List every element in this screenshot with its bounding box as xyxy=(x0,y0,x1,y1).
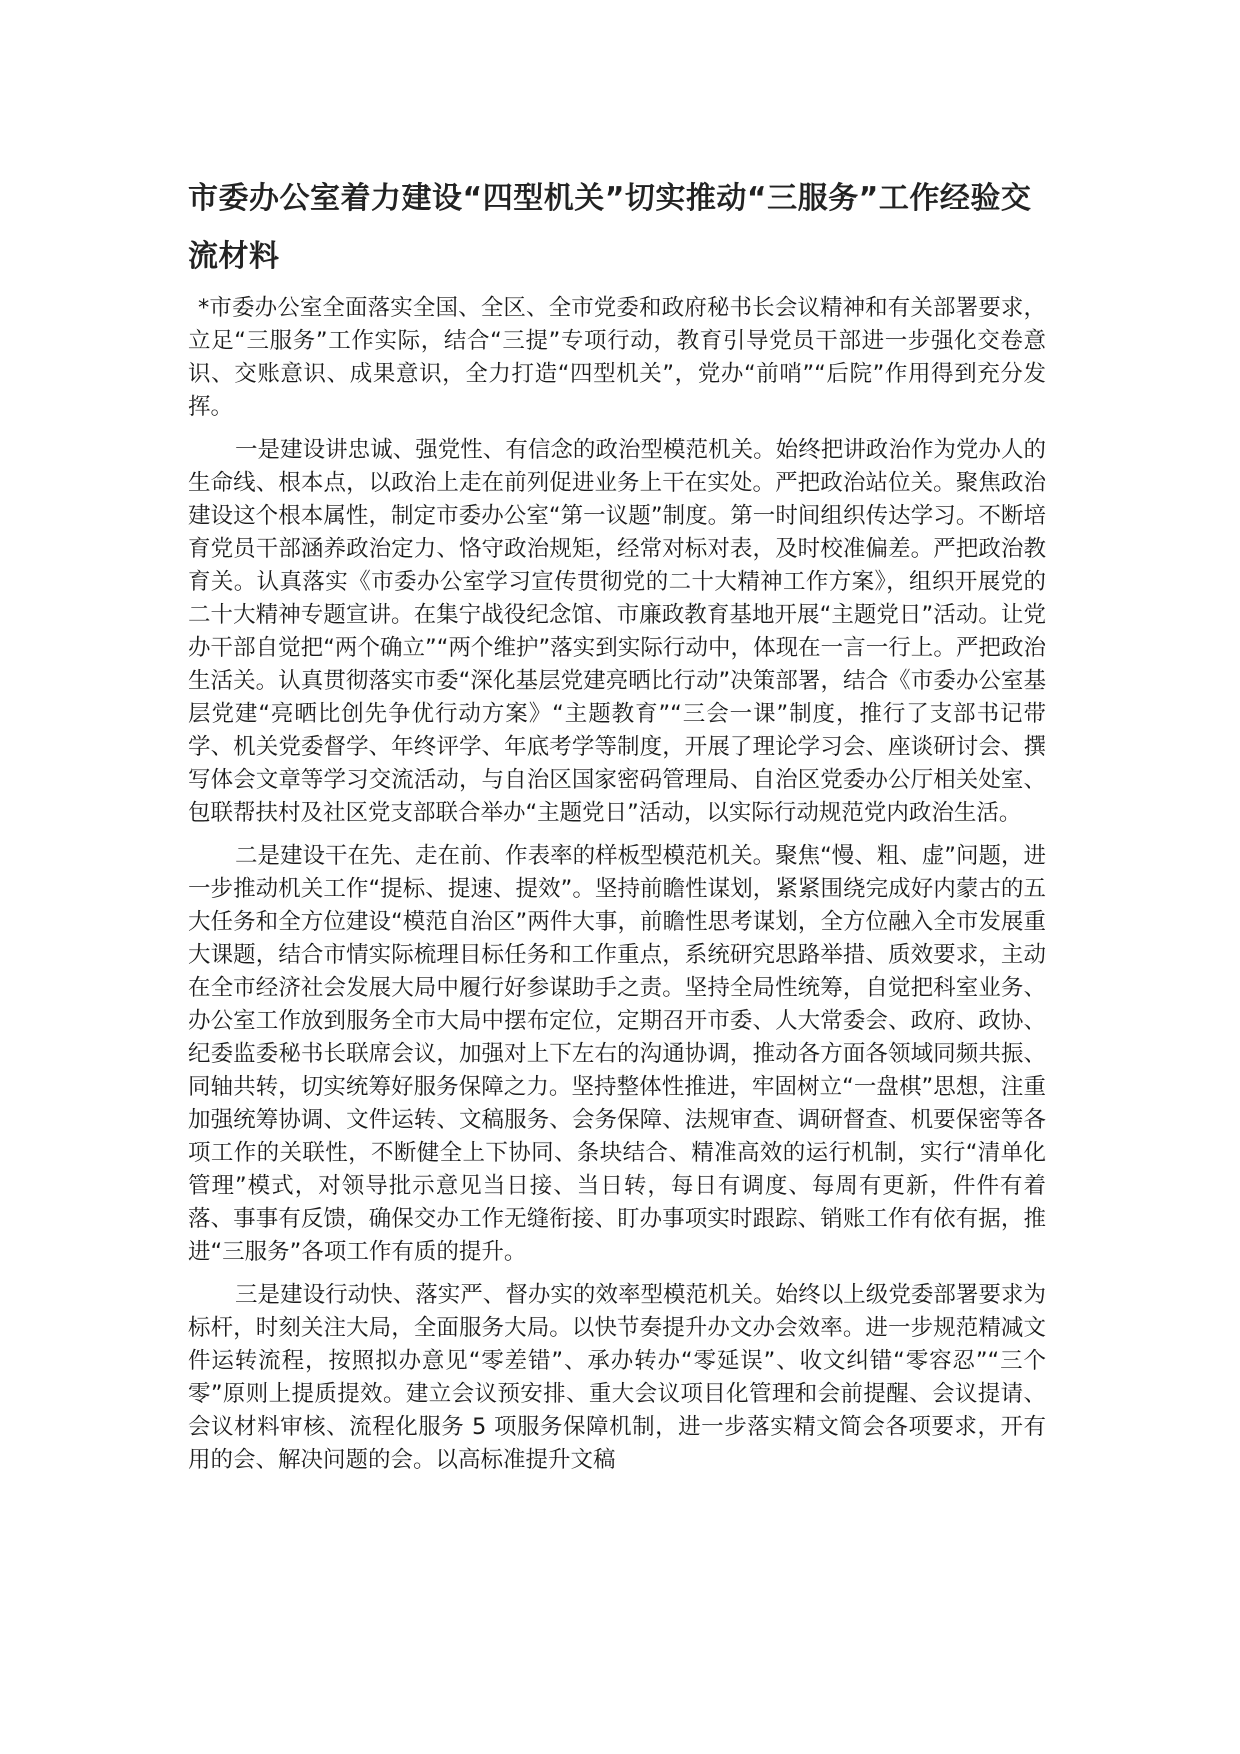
section-one-paragraph: 一是建设讲忠诚、强党性、有信念的政治型模范机关。始终把讲政治作为党办人的生命线、根本点，以政治上走在前列促进业务上干在实处。严把政治站位关。聚焦政治建设这个根本属性，制定市委办公室“第一议题”制度。第一时间组织传达学习。不断培育党员干部涵养政治定力、恪守政治规矩，经常对标对表，及时校准偏差。严把政治教育关。认真落实《市委办公室学习宣传贯彻党的二十大精神工作方案》，组织开展党的二十大精神专题宣讲。在集宁战役纪念馆、市廉政教育基地开展“主题党日”活动。让党办干部自觉把“两个确立”“两个维护”落实到实际行动中，体现在一言一行上。严把政治生活关。认真贯彻落实市委“深化基层党建亮晒比行动”决策部署，结合《市委办公室基层党建“亮晒比创先争优行动方案》“主题教育”“三会一课”制度，推行了支部书记带学、机关党委督学、年终评学、年底考学等制度，开展了理论学习会、座谈研讨会、撰写体会文章等学习交流活动，与自治区国家密码管理局、自治区党委办公厅相关处室、包联帮扶村及社区党支部联合举办“主题党日”活动，以实际行动规范党内政治生活。 xyxy=(188,437,1046,826)
section-three-paragraph: 三是建设行动快、落实严、督办实的效率型模范机关。始终以上级党委部署要求为标杆，时刻关注大局，全面服务大局。以快节奏提升办文办会效率。进一步规范精减文件运转流程，按照拟办意见“零差错”、承办转办“零延误”、收文纠错“零容忍”“三个零”原则上提质提效。建立会议预安排、重大会议项目化管理和会前提醒、会议提请、会议材料审核、流程化服务 5 项服务保障机制，进一步落实精文简会各项要求，开有用的会、解决问题的会。以高标准提升文稿 xyxy=(188,1282,1046,1473)
document-title: 市委办公室着力建设“四型机关”切实推动“三服务”工作经验交流材料 xyxy=(188,181,1032,274)
document-page xyxy=(188,170,1046,1487)
section-two-paragraph: 二是建设干在先、走在前、作表率的样板型模范机关。聚焦“慢、粗、虚”问题，进一步推动机关工作“提标、提速、提效”。坚持前瞻性谋划，紧紧围绕完成好内蒙古的五大任务和全方位建设“模范自治区”两件大事，前瞻性思考谋划，全方位融入全市发展重大课题，结合市情实际梳理目标任务和工作重点，系统研究思路举措、质效要求，主动在全市经济社会发展大局中履行好参谋助手之责。坚持全局性统筹，自觉把科室业务、办公室工作放到服务全市大局中摆布定位，定期召开市委、人大常委会、政府、政协、纪委监委秘书长联席会议，加强对上下左右的沟通协调，推动各方面各领域同频共振、同轴共转，切实统筹好服务保障之力。坚持整体性推进，牢固树立“一盘棋”思想，注重加强统筹协调、文件运转、文稿服务、会务保障、法规审查、调研督查、机要保密等各项工作的关联性，不断健全上下协同、条块结合、精准高效的运行机制，实行“清单化管理”模式，对领导批示意见当日接、当日转，每日有调度、每周有更新，件件有着落、事事有反馈，确保交办工作无缝衔接、盯办事项实时跟踪、销账工作有依有据，推进“三服务”各项工作有质的提升。 xyxy=(188,843,1046,1265)
intro-paragraph: *市委办公室全面落实全国、全区、全市党委和政府秘书长会议精神和有关部署要求，立足“三服务”工作实际，结合“三提”专项行动，教育引导党员干部进一步强化交卷意识、交账意识、成果意识，全力打造“四型机关”，党办“前哨”“后院”作用得到充分发挥。 xyxy=(188,295,1046,420)
